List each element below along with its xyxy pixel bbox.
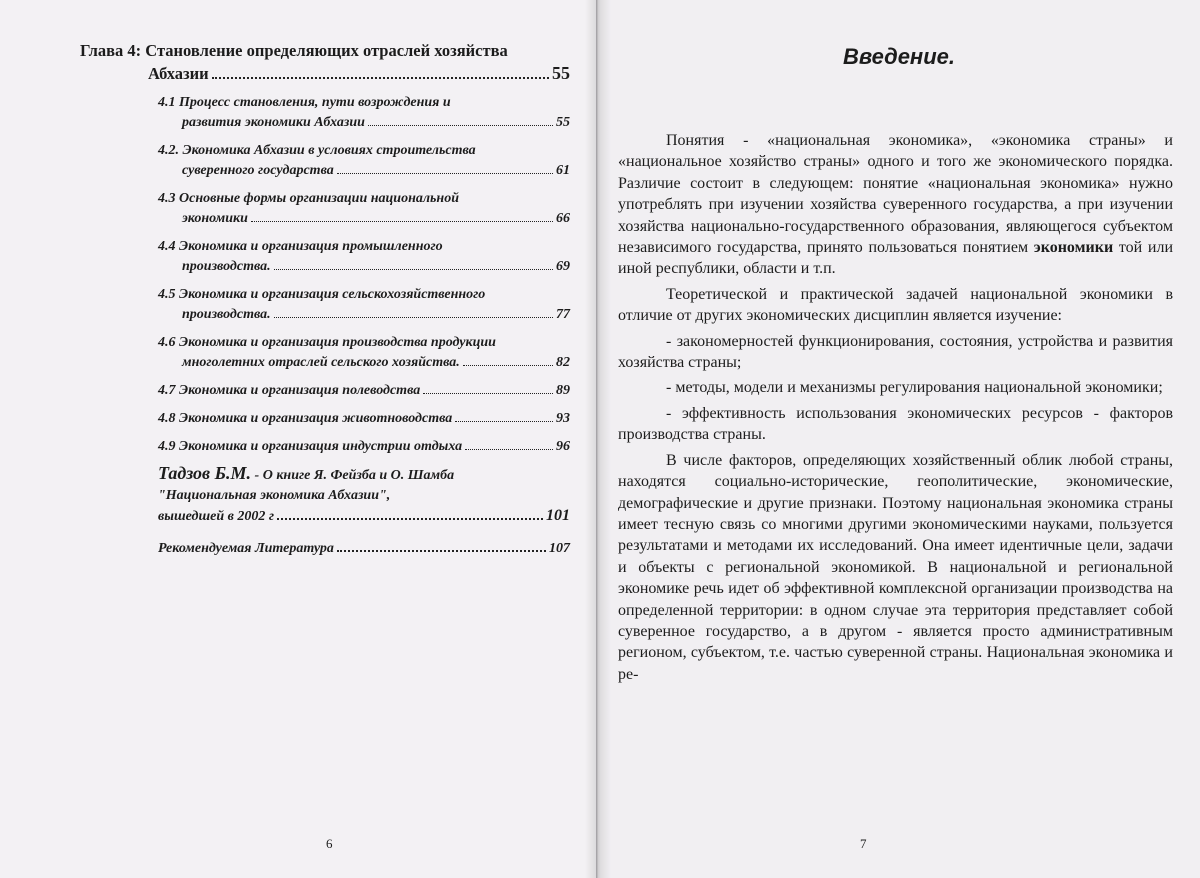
toc-chapter-page: 55 [552, 63, 570, 83]
toc-entry-line2: суверенного государства [182, 163, 334, 178]
toc-chapter-line1: Глава 4: Становление определяющих отраслей хозяйства [80, 41, 508, 60]
toc-entry-line1: 4.6 Экономика и организация производства продукции [158, 335, 496, 350]
toc-entry-page: 55 [556, 115, 570, 130]
list-item: - эффективность использования экономических ресурсов - факторов производства страны. [618, 404, 1173, 444]
toc-entry [80, 285, 570, 325]
toc-entry [80, 333, 570, 373]
paragraph: В числе факторов, определяющих хозяйственный облик любой страны, находятся социально-исторические, геополитические, экономические, демографические и другие признаки. Поэтому национальная экономика страны имеет тесную связь со многими другими экономическими науками, пользуется результатами и методами их исследований. Она имеет идентичные цели, задачи и объекты с региональной экономикой. В национальной и региональной экономике речь идет об эффективной комплексной организации производства на определенной территории: в одном случае эта территория представляет собой суверенное государство, а в другом - является просто административным регионом, субъектом, т.е. частью суверенной страны. Национальная экономика и ре- [618, 451, 1173, 683]
toc-author-line1: - О книге Я. Фейзба и О. Шамба [251, 468, 455, 483]
list-item: - закономерностей функционирования, состояния, устройства и развития хозяйства страны; [618, 332, 1173, 372]
toc-entry-line2: производства. [182, 259, 271, 274]
toc-entry-page: 69 [556, 259, 570, 274]
toc-entry [80, 409, 570, 429]
paragraph-bold-term: экономики [1033, 239, 1114, 257]
toc-leader-dots [337, 550, 546, 552]
section-title: Введение. [842, 44, 956, 69]
toc-leader-dots [274, 317, 553, 318]
toc-entry-text: 4.9 Экономика и организация индустрии отдыха [158, 439, 463, 454]
toc-entry-line2: экономики [182, 211, 248, 226]
toc-entry-page: 96 [556, 439, 570, 454]
toc-chapter-heading [80, 40, 570, 85]
toc-leader-dots [251, 221, 553, 222]
toc-author-line2: "Национальная экономика Абхазии", [158, 488, 391, 503]
toc-leader-dots [277, 518, 543, 520]
toc-literature-page: 107 [549, 541, 570, 556]
toc-entry-line2: развития экономики Абхазии [182, 115, 365, 130]
toc-leader-dots [274, 269, 553, 270]
toc-entry-line1: 4.5 Экономика и организация сельскохозяйственного [158, 287, 486, 302]
toc-leader-dots [423, 393, 553, 394]
toc-leader-dots [212, 77, 549, 79]
toc-entry [80, 141, 570, 181]
toc-entry-page: 89 [556, 383, 570, 398]
page-number-right: 7 [860, 836, 867, 851]
page-number-left: 6 [326, 836, 333, 851]
left-page [0, 0, 597, 878]
toc-entry-page: 61 [556, 163, 570, 178]
toc-leader-dots [368, 125, 553, 126]
paragraph: Теоретической и практической задачей национальной экономики в отличие от других экономических дисциплин является изучение: [618, 285, 1173, 325]
toc-entry-page: 93 [556, 411, 570, 426]
toc-entry [80, 189, 570, 229]
toc-entry [80, 437, 570, 457]
paragraph-text: Понятия - «национальная экономика», «экономика страны» и «национальное хозяйство страны» одного и того же экономического порядка. Различие состоит в следующем: понятие «национальная экономика» нужно употреблять при изучении хозяйства суверенного государства, а при изучении хозяйства национально-государственного образования, являющегося субъектом независимого государства, принято пользоваться понятием [618, 132, 1173, 257]
toc-leader-dots [465, 449, 553, 450]
paragraph [618, 130, 1173, 280]
toc-author-line3: вышедшей в 2002 г [158, 509, 275, 524]
toc-entry-page: 82 [556, 355, 570, 370]
body-text [618, 130, 1173, 689]
toc-author-name: Тадзов Б.М. [158, 463, 252, 483]
paragraph-text-after: той или иной республики, области и т.п. [618, 239, 1174, 278]
toc-entry-page: 66 [556, 211, 570, 226]
toc-literature-entry [80, 539, 570, 559]
toc-entry-line2: многолетних отраслей сельского хозяйства. [182, 355, 460, 370]
right-page [598, 0, 1200, 878]
toc-leader-dots [337, 173, 553, 174]
toc-entry-line2: производства. [182, 307, 271, 322]
table-of-contents [80, 40, 570, 559]
toc-entry-line1: 4.4 Экономика и организация промышленного [158, 239, 443, 254]
toc-entry [80, 93, 570, 133]
toc-entry-page: 77 [556, 307, 570, 322]
toc-entry [80, 237, 570, 277]
toc-author-page: 101 [546, 507, 570, 524]
toc-entry-line1: 4.3 Основные формы организации национальной [158, 191, 459, 206]
list-item: - методы, модели и механизмы регулирования национальной экономики; [666, 379, 1163, 397]
toc-author-entry [80, 463, 570, 527]
toc-entry-line1: 4.2. Экономика Абхазии в условиях строительства [158, 143, 476, 158]
toc-entry-line1: 4.1 Процесс становления, пути возрождения и [158, 95, 451, 110]
toc-entry [80, 381, 570, 401]
toc-entry-text: 4.7 Экономика и организация полеводства [158, 383, 421, 398]
toc-entry-text: 4.8 Экономика и организация животноводства [158, 411, 453, 426]
toc-literature-text: Рекомендуемая Литература [158, 541, 334, 556]
toc-leader-dots [463, 365, 553, 366]
toc-chapter-line2: Абхазии [148, 64, 209, 83]
toc-leader-dots [455, 421, 553, 422]
